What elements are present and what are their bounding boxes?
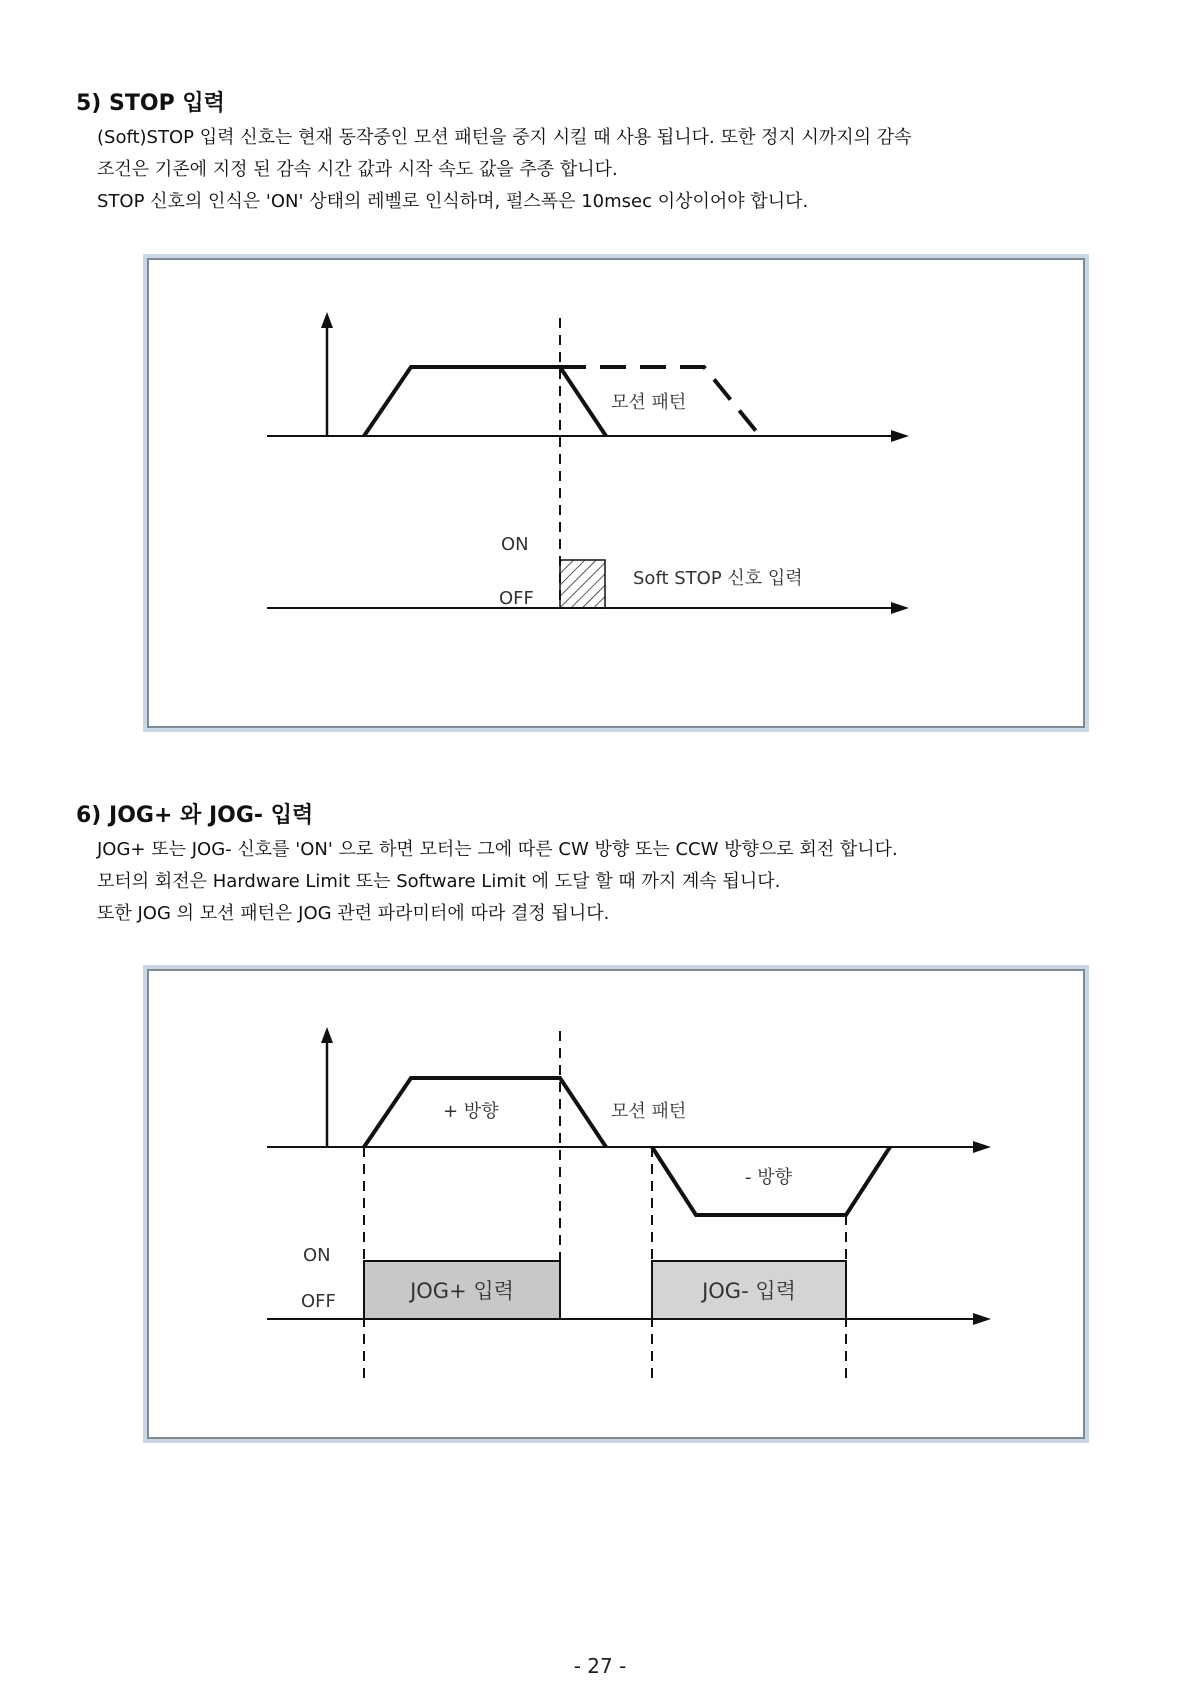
motion-pattern-label: 모션 패턴 xyxy=(611,392,687,413)
velocity-axis-arrow xyxy=(321,312,333,328)
section-5-line-3: STOP 신호의 인식은 'ON' 상태의 레벨로 인식하며, 펄스폭은 10msec 이상이어야 합니다. xyxy=(97,191,809,212)
jog-diagram-svg xyxy=(149,971,1083,1437)
jog-signal-time-axis-arrow xyxy=(973,1313,991,1325)
soft-stop-diagram-svg xyxy=(149,260,1083,726)
plus-direction-label: + 방향 xyxy=(443,1101,499,1122)
jog-plus-input-label: JOG+ 입력 xyxy=(410,1279,514,1303)
stopped-motion-profile xyxy=(364,367,606,436)
on-label: ON xyxy=(501,534,529,555)
jog-velocity-axis-arrow xyxy=(321,1027,333,1043)
signal-time-axis-arrow xyxy=(891,602,909,614)
jog-minus-input-label: JOG- 입력 xyxy=(702,1279,796,1303)
soft-stop-pulse xyxy=(560,560,605,608)
jog-motion-time-axis-arrow xyxy=(973,1141,991,1153)
section-5-line-2: 조건은 기존에 지정 된 감속 시간 값과 시작 속도 값을 추종 합니다. xyxy=(97,159,618,180)
soft-stop-timing-diagram xyxy=(147,258,1085,728)
section-6-line-1: JOG+ 또는 JOG- 신호를 'ON' 으로 하면 모터는 그에 따른 CW 방향 또는 CCW 방향으로 회전 합니다. xyxy=(97,839,898,860)
jog-timing-diagram xyxy=(147,969,1085,1439)
minus-direction-label: - 방향 xyxy=(745,1167,792,1188)
section-5-heading: 5) STOP 입력 xyxy=(76,91,225,116)
section-6-line-2: 모터의 회전은 Hardware Limit 또는 Software Limit 에 도달 할 때 까지 계속 됩니다. xyxy=(97,871,781,892)
section-5-line-1: (Soft)STOP 입력 신호는 현재 동작중인 모션 패턴을 중지 시킬 때 사용 됩니다. 또한 정지 시까지의 감속 xyxy=(97,127,912,148)
section-6-body xyxy=(97,834,1097,930)
jog-off-label: OFF xyxy=(301,1291,336,1312)
section-6-heading: 6) JOG+ 와 JOG- 입력 xyxy=(76,803,314,828)
page-number: - 27 - xyxy=(573,1654,627,1678)
jog-on-label: ON xyxy=(303,1245,331,1266)
off-label: OFF xyxy=(499,588,534,609)
motion-time-axis-arrow xyxy=(891,430,909,442)
soft-stop-signal-label: Soft STOP 신호 입력 xyxy=(633,568,803,589)
section-6-line-3: 또한 JOG 의 모션 패턴은 JOG 관련 파라미터에 따라 결정 됩니다. xyxy=(97,903,610,924)
section-5-body xyxy=(97,122,1097,218)
jog-motion-pattern-label: 모션 패턴 xyxy=(611,1101,687,1122)
